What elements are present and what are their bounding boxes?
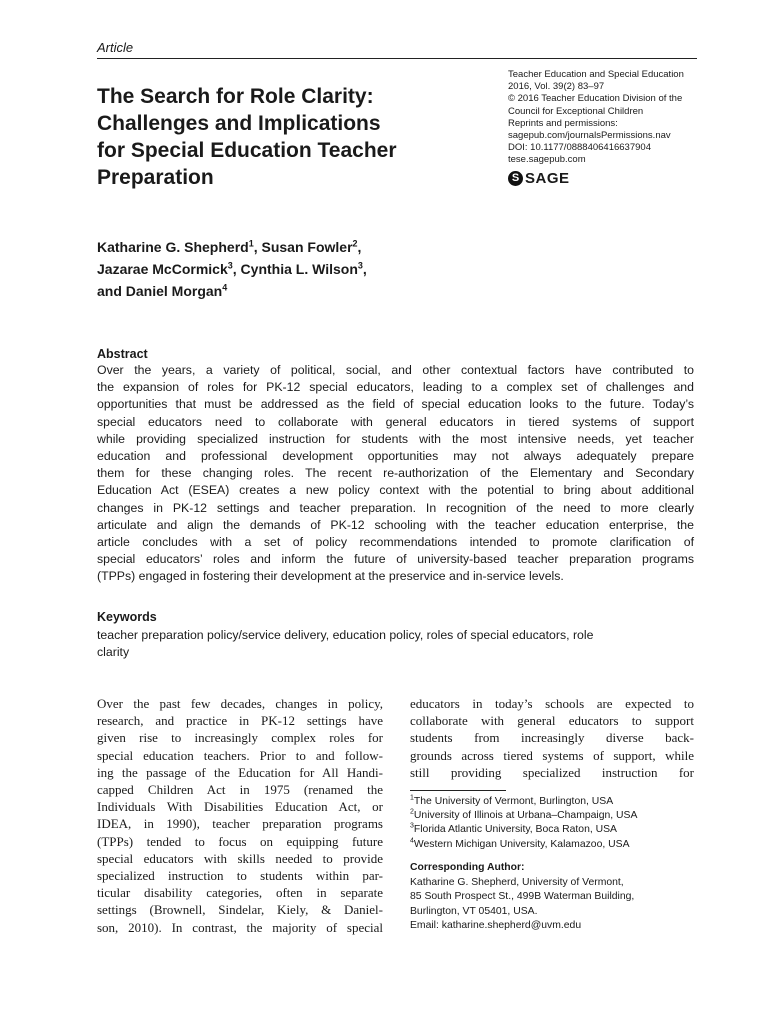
abstract-line: education and professional development opportunities may not always adequately prepare — [97, 449, 694, 464]
affiliation-marker: 2 — [352, 238, 358, 249]
body-line: son, 2010). In contrast, the majority of special — [97, 919, 383, 935]
body-line: educators in today’s schools are expected to — [410, 696, 694, 711]
keywords-heading: Keywords — [97, 610, 157, 624]
journal-volume: 2016, Vol. 39(2) 83–97 — [508, 81, 605, 93]
affiliation-marker: 3 — [227, 260, 233, 271]
body-line: students from increasingly diverse back- — [410, 730, 694, 746]
affiliation-item — [410, 823, 637, 837]
author-line — [97, 280, 367, 302]
article-title — [97, 83, 477, 191]
abstract-line: (TPPs) engaged in fostering their development at the preservice and in-service levels. — [97, 569, 564, 584]
abstract-line: article concludes with a set of policy recommendations intended to promote clarification of — [97, 535, 694, 550]
affiliation-text: Florida Atlantic University, Boca Raton, USA — [413, 824, 617, 836]
body-line: collaborate with general educators to support — [410, 713, 694, 729]
author-name: Cynthia L. Wilson — [240, 261, 358, 277]
copyright-line: © 2016 Teacher Education Division of the — [508, 93, 683, 105]
author-separator: , — [357, 239, 362, 255]
abstract-line: them for these changing roles. The recent re-authorization of the Elementary and Secondary — [97, 466, 694, 481]
journal-website[interactable]: tese.sagepub.com — [508, 154, 586, 166]
corresponding-author — [410, 861, 634, 934]
author-list — [97, 236, 367, 302]
author-name: Katharine G. Shepherd — [97, 239, 249, 255]
body-line: research, and practice in PK-12 settings have — [97, 713, 383, 729]
author-name: Susan Fowler — [261, 239, 353, 255]
body-line: grounds across tiered systems of support, while — [410, 747, 694, 763]
affiliation-item — [410, 838, 637, 852]
author-name: Daniel Morgan — [125, 283, 223, 299]
body-line: given rise to increasingly complex roles for — [97, 730, 383, 746]
title-line: for Special Education Teacher — [97, 139, 397, 162]
affiliation-text: Western Michigan University, Kalamazoo, USA — [413, 838, 630, 850]
abstract-text — [97, 362, 694, 586]
affiliation-number: 4 — [410, 837, 414, 845]
keywords-line: teacher preparation policy/service delivery, education policy, roles of special educators, role — [97, 628, 594, 642]
body-line: special educators with skills needed to provide — [97, 850, 383, 866]
abstract-line: articulate and align the demands of PK-12 schooling with the teacher education enterprise, the — [97, 517, 694, 532]
corresponding-line: Katharine G. Shepherd, University of Vermont, — [410, 876, 624, 888]
title-line: Challenges and Implications — [97, 112, 381, 135]
abstract-heading: Abstract — [97, 347, 148, 361]
keywords-text — [97, 627, 694, 661]
affiliations — [410, 795, 637, 852]
body-line: ing the passage of the Education for All Handi- — [97, 764, 383, 780]
abstract-line: while providing specialized instruction for students with the most intensive needs, yet teacher — [97, 431, 694, 446]
body-line: ticular disability categories, often in separate — [97, 885, 383, 901]
affiliation-item — [410, 809, 637, 823]
author-separator: , — [362, 261, 367, 277]
body-column-left — [97, 695, 383, 936]
abstract-line: Education Act (ESEA) creates a new policy context with the potential to bring about additional — [97, 483, 694, 498]
sage-logo-icon: S — [508, 171, 523, 186]
affiliation-marker: 1 — [248, 238, 254, 249]
abstract-line: changes in PK-12 settings and teacher preparation. In recognition of the need to more clearly — [97, 500, 694, 515]
body-line: capped Children Act in 1975 (renamed the — [97, 782, 383, 798]
corresponding-heading: Corresponding Author: — [410, 862, 525, 873]
sage-logo — [508, 170, 570, 187]
affiliation-number: 1 — [410, 794, 414, 802]
permissions-link[interactable]: sagepub.com/journalsPermissions.nav — [508, 130, 671, 142]
affiliation-text: The University of Vermont, Burlington, USA — [413, 796, 614, 807]
title-line: The Search for Role Clarity: — [97, 85, 374, 108]
author-conjunction: and — [97, 283, 126, 299]
abstract-line: the expansion of roles for PK-12 special educators, leading to a complex set of challenges and — [97, 380, 694, 395]
doi[interactable]: DOI: 10.1177/0888406416637904 — [508, 142, 651, 154]
footnote-rule — [410, 790, 506, 791]
author-separator: , — [232, 261, 241, 277]
corresponding-line: Burlington, VT 05401, USA. — [410, 905, 538, 917]
body-line: still providing specialized instruction for — [410, 764, 694, 780]
author-line — [97, 236, 367, 258]
body-column-right — [410, 695, 694, 781]
author-line — [97, 258, 367, 280]
abstract-line: Over the years, a variety of political, social, and other contextual factors have contributed to — [97, 363, 694, 377]
affiliation-marker: 4 — [222, 282, 228, 293]
body-line: IDEA, in 1990), teacher preparation programs — [97, 816, 383, 832]
author-separator: , — [253, 239, 262, 255]
corresponding-line: 85 South Prospect St., 499B Waterman Building, — [410, 891, 635, 903]
abstract-line: opportunities that must be addressed as the field of special education looks to the future. Today’s — [97, 397, 694, 412]
affiliation-item — [410, 795, 637, 809]
body-line: Individuals With Disabilities Education Act, or — [97, 799, 383, 815]
affiliation-marker: 3 — [357, 260, 363, 271]
author-name: Jazarae McCormick — [97, 261, 228, 277]
title-line: Preparation — [97, 166, 214, 189]
body-line: Over the past few decades, changes in policy, — [97, 696, 383, 711]
affiliation-number: 3 — [410, 822, 414, 830]
journal-name: Teacher Education and Special Education — [508, 69, 684, 80]
copyright-line: Council for Exceptional Children — [508, 105, 644, 117]
body-line: specialized instruction to students within par- — [97, 868, 383, 884]
body-line: (TPPs) tended to focus on equipping future — [97, 833, 383, 849]
keywords-line: clarity — [97, 645, 130, 660]
article-type-label: Article — [97, 40, 134, 55]
permissions-label: Reprints and permissions: — [508, 117, 618, 129]
header-rule — [97, 58, 697, 59]
abstract-line: special educators need to collaborate with general educators in tiered systems of support — [97, 414, 694, 429]
corresponding-email[interactable]: Email: katharine.shepherd@uvm.edu — [410, 920, 582, 932]
abstract-line: special educators’ roles and inform the future of university-based teacher preparation programs — [97, 552, 694, 567]
body-line: settings (Brownell, Sindelar, Kiely, & Daniel- — [97, 902, 383, 918]
affiliation-number: 2 — [410, 808, 414, 816]
journal-info — [508, 69, 708, 167]
body-line: special education teachers. Prior to and follow- — [97, 747, 383, 763]
sage-logo-text: SAGE — [525, 170, 570, 187]
affiliation-text: University of Illinois at Urbana–Champaign, USA — [413, 810, 638, 822]
